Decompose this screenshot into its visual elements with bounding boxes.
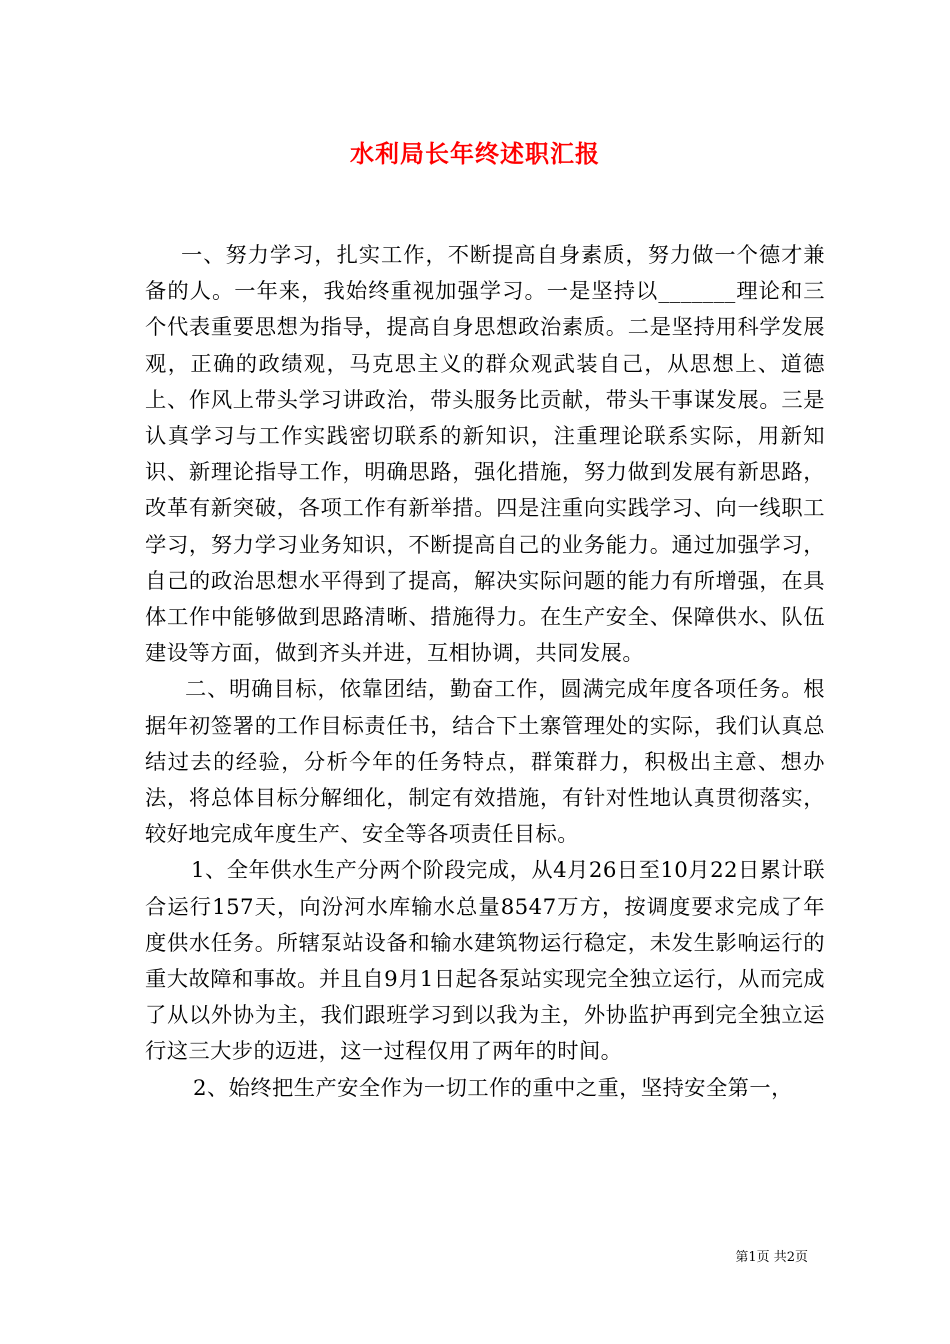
paragraph-3: 1、全年供水生产分两个阶段完成，从4月26日至10月22日累计联合运行157天，向汾河水库输水总量8547万方，按调度要求完成了年度供水任务。所辖泵站设备和输水建筑物运行稳定，未发生影响运行的重大故障和事故。并且自9月1日起各泵站实现完全独立运行，从而完成了从以外协为主，我们跟班学习到以我为主，外协监护再到完全独立运行这三大步的迈进，这一过程仅用了两年的时间。 — [145, 858, 825, 1065]
paragraph-2: 二、明确目标，依靠团结，勤奋工作，圆满完成年度各项任务。根据年初签署的工作目标责任书，结合下土寨管理处的实际，我们认真总结过去的经验，分析今年的任务特点，群策群力，积极出主意、想办法，将总体目标分解细化，制定有效措施，有针对性地认真贯彻落实，较好地完成年度生产、安全等各项责任目标。 — [145, 677, 825, 848]
paragraph-1: 一、努力学习，扎实工作，不断提高自身素质，努力做一个德才兼备的人。一年来，我始终重视加强学习。一是坚持以_______理论和三个代表重要思想为指导，提高自身思想政治素质。二是坚持用科学发展观，正确的政绩观，马克思主义的群众观武装自己，从思想上、道德上、作风上带头学习讲政治，带头服务比贡献，带头干事谋发展。三是认真学习与工作实践密切联系的新知识，注重理论联系实际，用新知识、新理论指导工作，明确思路，强化措施，努力做到发展有新思路，改革有新突破，各项工作有新举措。四是注重向实践学习、向一线职工学习，努力学习业务知识，不断提高自己的业务能力。通过加强学习，自己的政治思想水平得到了提高，解决实际问题的能力有所增强，在具体工作中能够做到思路清晰、措施得力。在生产安全、保障供水、队伍建设等方面，做到齐头并进，互相协调，共同发展。 — [145, 243, 825, 667]
document-title: 水利局长年终述职汇报 — [350, 139, 600, 168]
document-body — [145, 238, 825, 1107]
paragraph-4: 2、始终把生产安全作为一切工作的重中之重，坚持安全第一， — [193, 1075, 793, 1101]
page-number: 第1页 共2页 — [735, 1250, 808, 1265]
